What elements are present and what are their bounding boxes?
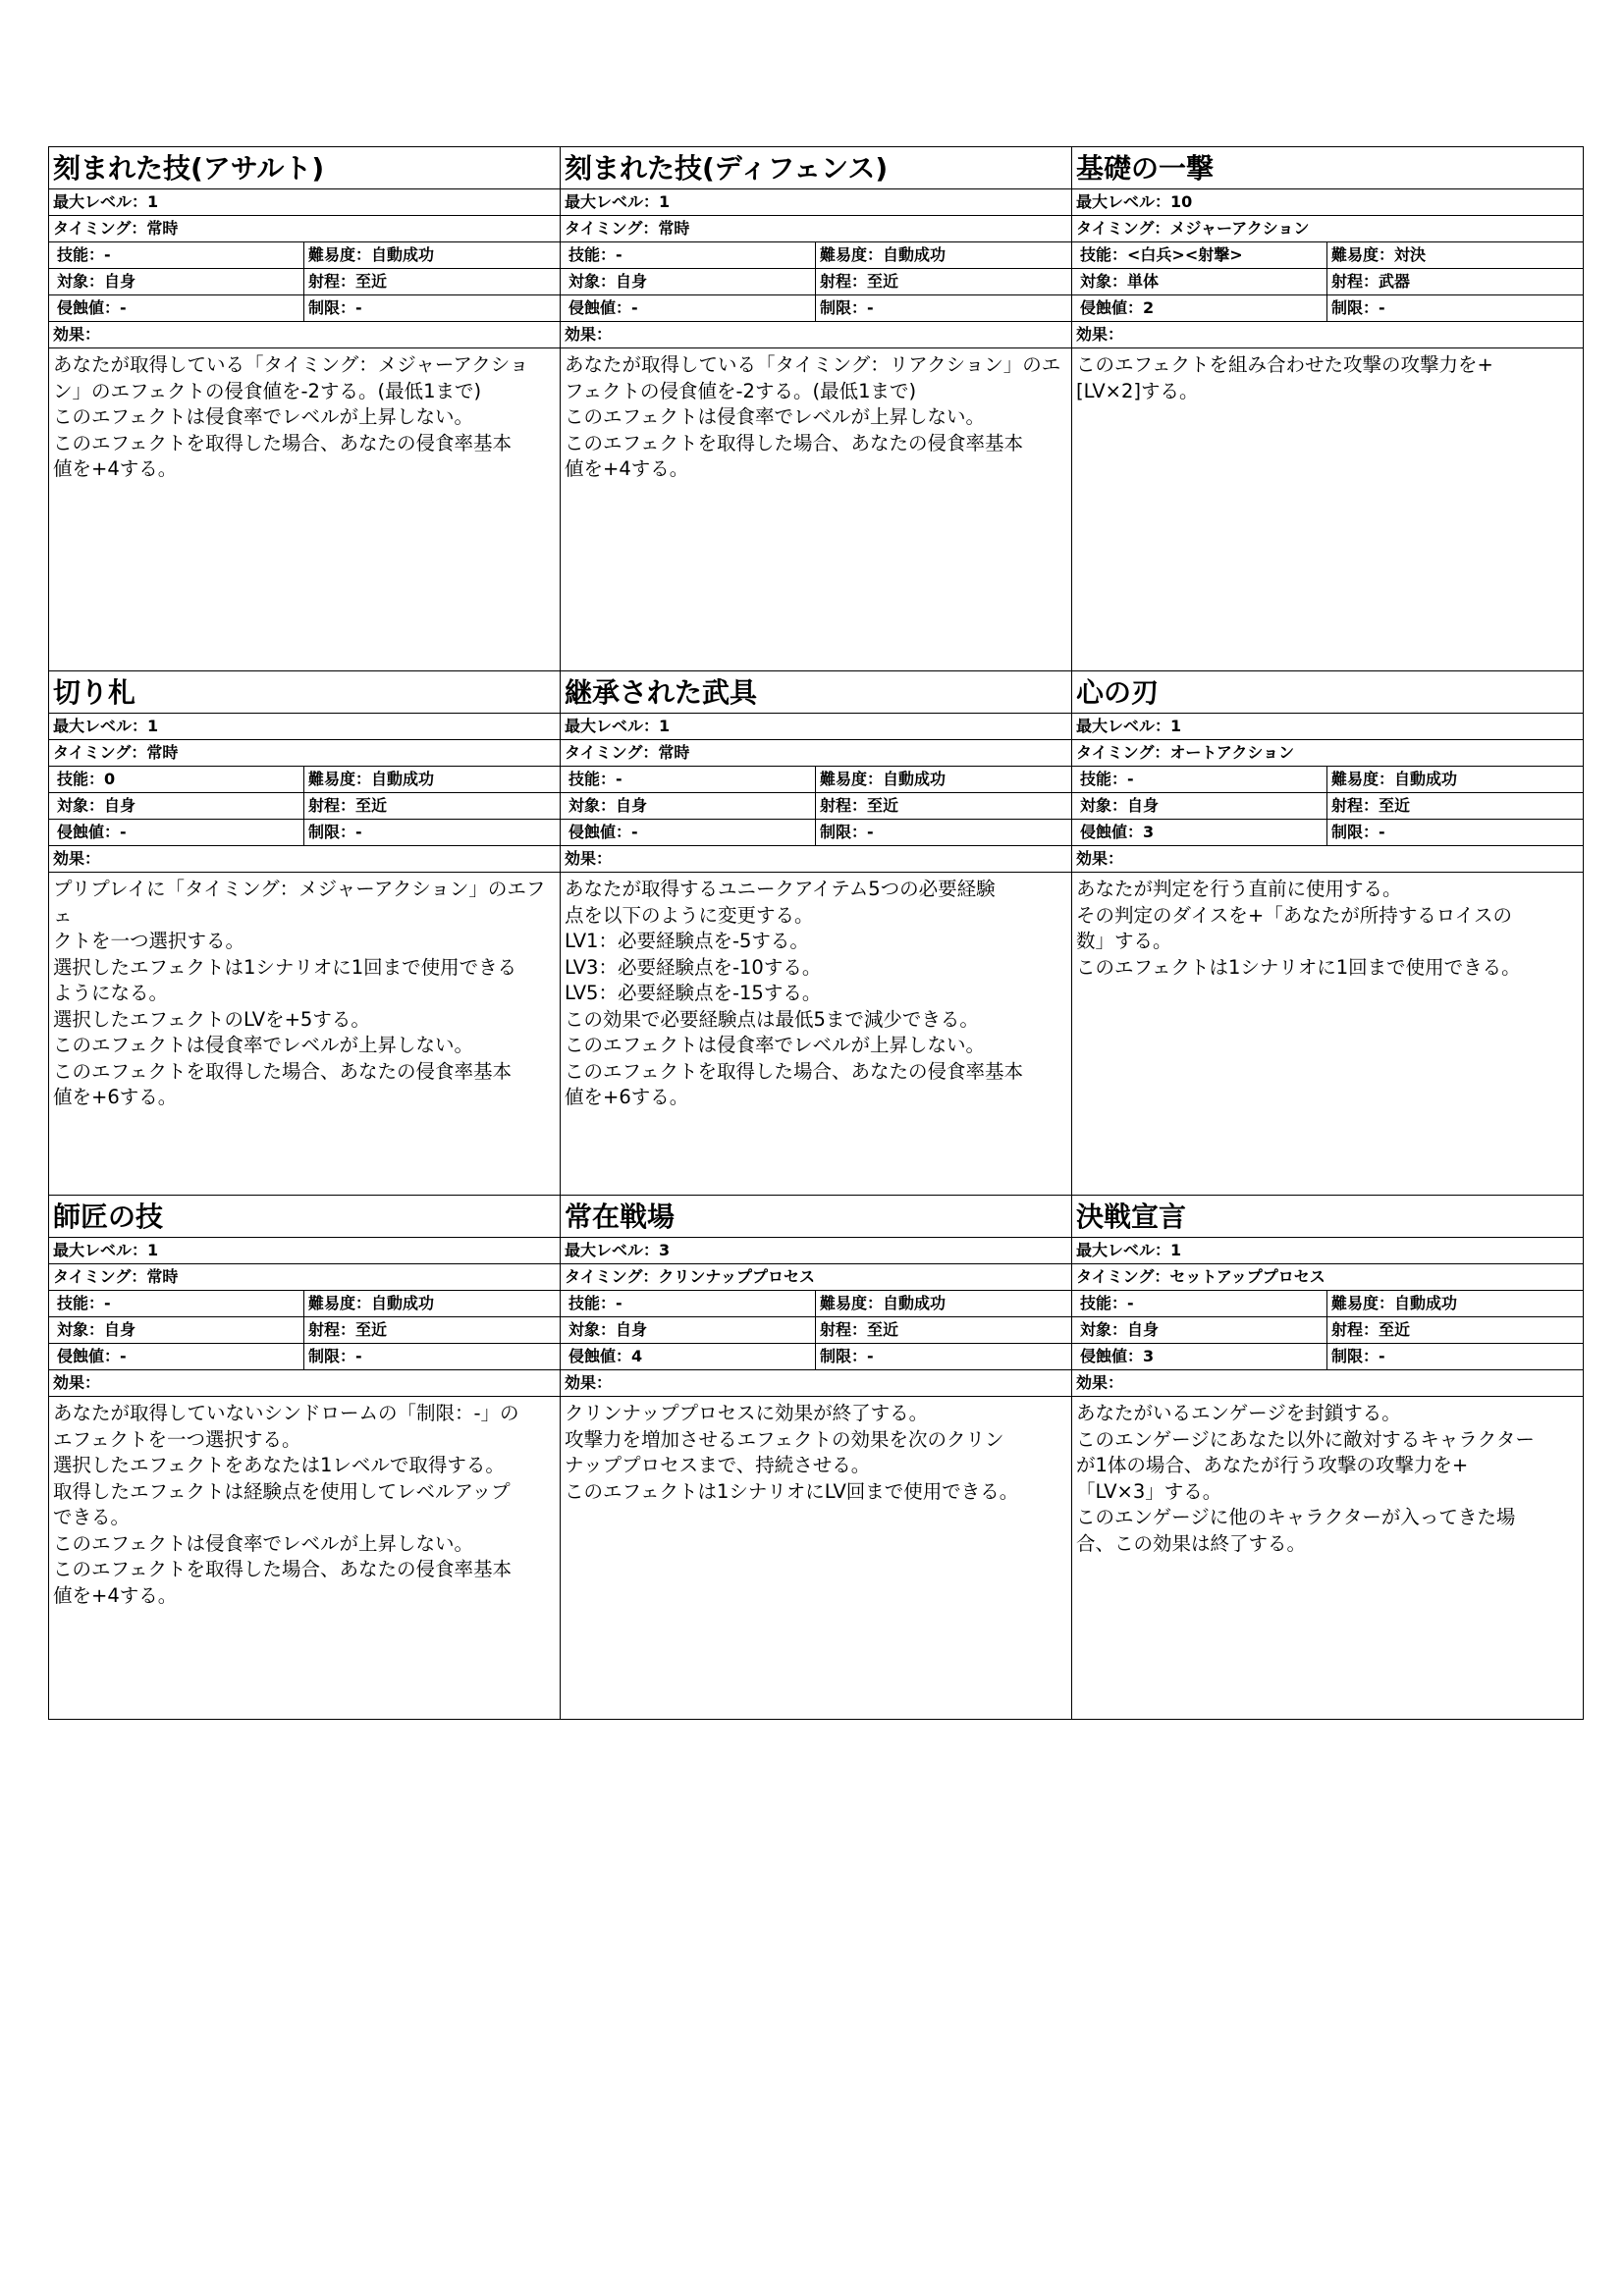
max-level-row — [561, 1238, 1071, 1264]
difficulty-label: 難易度： — [308, 245, 372, 264]
target-cell — [1076, 793, 1327, 819]
difficulty-cell — [1327, 767, 1579, 792]
timing-row — [49, 740, 560, 767]
skill-label: 技能： — [1080, 1294, 1128, 1312]
target-label: 対象： — [568, 796, 617, 815]
target-range-row — [1072, 1317, 1583, 1344]
difficulty-value: 自動成功 — [883, 1294, 947, 1312]
target-value: 自身 — [104, 1320, 136, 1339]
target-cell — [53, 793, 304, 819]
skill-label: 技能： — [568, 1294, 617, 1312]
difficulty-label: 難易度： — [1331, 770, 1395, 788]
erosion-label: 侵蝕値： — [57, 823, 121, 841]
effect-card — [1072, 671, 1584, 1196]
skill-difficulty-row — [49, 1291, 560, 1317]
erosion-cell — [1076, 295, 1327, 321]
limit-value: - — [867, 298, 874, 317]
target-label: 対象： — [57, 1320, 105, 1339]
skill-difficulty-row — [1072, 1291, 1583, 1317]
max-level-value: 1 — [1170, 717, 1182, 735]
range-label: 射程： — [820, 272, 868, 291]
target-range-row — [49, 1317, 560, 1344]
timing-row — [49, 216, 560, 242]
timing-label: タイミング： — [53, 219, 147, 238]
erosion-limit-row — [561, 295, 1071, 322]
difficulty-cell — [816, 1291, 1067, 1316]
effect-header: 効果： — [1072, 846, 1583, 873]
range-label: 射程： — [1331, 1320, 1380, 1339]
effect-name: 師匠の技 — [49, 1196, 560, 1238]
effect-card-sheet — [48, 146, 1584, 1720]
max-level-label: 最大レベル： — [53, 717, 148, 735]
skill-cell — [565, 242, 816, 268]
max-level-value: 1 — [147, 1241, 159, 1259]
timing-row — [561, 1264, 1071, 1291]
target-range-row — [561, 269, 1071, 295]
max-level-label: 最大レベル： — [565, 717, 660, 735]
target-range-row — [49, 269, 560, 295]
erosion-limit-row — [1072, 295, 1583, 322]
effect-description: クリンナッププロセスに効果が終了する。 攻撃力を増加させるエフェクトの効果を次のクリン ナッププロセスまで、持続させる。 このエフェクトは1シナリオにLV回まで使用できる。 — [565, 1402, 1019, 1503]
effect-description: あなたが取得している「タイミング：リアクション」のエ フェクトの侵食値を-2する。(最低1まで) このエフェクトは侵食率でレベルが上昇しない。 このエフェクトを取得した場合、あなたの侵食率基本 値を+4する。 — [565, 353, 1061, 480]
erosion-cell — [53, 295, 304, 321]
target-cell — [53, 1317, 304, 1343]
timing-value: 常時 — [146, 1267, 179, 1286]
timing-label: タイミング： — [565, 1267, 659, 1286]
effect-card — [49, 1196, 561, 1720]
target-cell — [565, 269, 816, 294]
effect-name: 常在戦場 — [561, 1196, 1071, 1238]
erosion-label: 侵蝕値： — [1080, 298, 1144, 317]
timing-value: 常時 — [658, 743, 690, 762]
skill-difficulty-row — [561, 1291, 1071, 1317]
max-level-row — [49, 189, 560, 216]
skill-cell — [1076, 1291, 1327, 1316]
max-level-row — [49, 1238, 560, 1264]
range-label: 射程： — [820, 796, 868, 815]
range-cell — [1327, 269, 1579, 294]
max-level-label: 最大レベル： — [1076, 1241, 1171, 1259]
range-value: 至近 — [867, 1320, 899, 1339]
target-label: 対象： — [1080, 272, 1128, 291]
erosion-label: 侵蝕値： — [568, 823, 632, 841]
effect-name: 刻まれた技(ディフェンス) — [561, 147, 1071, 189]
limit-label: 制限： — [308, 823, 356, 841]
erosion-label: 侵蝕値： — [1080, 1347, 1144, 1365]
range-value: 武器 — [1379, 272, 1411, 291]
skill-difficulty-row — [49, 242, 560, 269]
target-value: 自身 — [104, 796, 136, 815]
timing-row — [1072, 1264, 1583, 1291]
target-range-row — [1072, 269, 1583, 295]
range-value: 至近 — [1379, 796, 1411, 815]
max-level-value: 10 — [1170, 192, 1193, 211]
limit-value: - — [1379, 823, 1385, 841]
timing-value: 常時 — [146, 743, 179, 762]
skill-value: - — [1127, 1294, 1134, 1312]
max-level-value: 1 — [147, 192, 159, 211]
max-level-row — [1072, 189, 1583, 216]
skill-cell — [565, 767, 816, 792]
range-cell — [816, 793, 1067, 819]
erosion-label: 侵蝕値： — [568, 1347, 632, 1365]
skill-cell — [1076, 242, 1327, 268]
timing-label: タイミング： — [565, 743, 659, 762]
effect-card — [1072, 1196, 1584, 1720]
timing-value: 常時 — [146, 219, 179, 238]
max-level-value: 1 — [1170, 1241, 1182, 1259]
target-label: 対象： — [1080, 796, 1128, 815]
target-value: 単体 — [1127, 272, 1160, 291]
timing-label: タイミング： — [1076, 743, 1170, 762]
range-value: 至近 — [355, 272, 388, 291]
skill-value: - — [616, 1294, 622, 1312]
skill-value: - — [104, 1294, 111, 1312]
max-level-label: 最大レベル： — [565, 1241, 660, 1259]
target-cell — [565, 793, 816, 819]
erosion-value: 3 — [1143, 823, 1155, 841]
timing-label: タイミング： — [53, 1267, 147, 1286]
timing-label: タイミング： — [53, 743, 147, 762]
max-level-value: 1 — [659, 717, 671, 735]
difficulty-value: 自動成功 — [371, 770, 435, 788]
effect-description: あなたが取得している「タイミング：メジャーアクショ ン」のエフェクトの侵食値を-2する。(最低1まで) このエフェクトは侵食率でレベルが上昇しない。 このエフェクトを取得した場合、あなたの侵食率基本 値を+4する。 — [53, 353, 529, 480]
limit-cell — [1327, 820, 1579, 845]
difficulty-label: 難易度： — [820, 770, 884, 788]
erosion-cell — [53, 820, 304, 845]
erosion-cell — [1076, 1344, 1327, 1369]
range-value: 至近 — [1379, 1320, 1411, 1339]
skill-cell — [53, 1291, 304, 1316]
target-range-row — [49, 793, 560, 820]
skill-value: - — [1127, 770, 1134, 788]
erosion-value: - — [631, 298, 638, 317]
erosion-limit-row — [561, 1344, 1071, 1370]
range-value: 至近 — [867, 796, 899, 815]
limit-label: 制限： — [820, 1347, 868, 1365]
max-level-row — [561, 189, 1071, 216]
limit-label: 制限： — [1331, 823, 1380, 841]
limit-value: - — [355, 1347, 362, 1365]
range-label: 射程： — [1331, 272, 1380, 291]
effect-header: 効果： — [1072, 1370, 1583, 1397]
skill-label: 技能： — [57, 770, 105, 788]
timing-row — [1072, 740, 1583, 767]
effect-card — [49, 147, 561, 671]
target-cell — [1076, 269, 1327, 294]
target-range-row — [561, 793, 1071, 820]
skill-value: - — [616, 245, 622, 264]
effect-header: 効果： — [561, 322, 1071, 348]
difficulty-label: 難易度： — [1331, 245, 1395, 264]
limit-cell — [304, 1344, 556, 1369]
range-label: 射程： — [1331, 796, 1380, 815]
skill-value: <白兵><射撃> — [1127, 245, 1243, 264]
effect-card — [561, 671, 1072, 1196]
effect-name: 刻まれた技(アサルト) — [49, 147, 560, 189]
timing-row — [561, 740, 1071, 767]
limit-label: 制限： — [1331, 298, 1380, 317]
skill-value: - — [616, 770, 622, 788]
skill-difficulty-row — [561, 767, 1071, 793]
erosion-label: 侵蝕値： — [568, 298, 632, 317]
range-cell — [816, 269, 1067, 294]
effect-name: 基礎の一撃 — [1072, 147, 1583, 189]
erosion-limit-row — [49, 1344, 560, 1370]
timing-value: セットアッププロセス — [1169, 1267, 1325, 1286]
range-cell — [816, 1317, 1067, 1343]
range-cell — [304, 269, 556, 294]
effect-header: 効果： — [49, 322, 560, 348]
effect-card — [49, 671, 561, 1196]
target-label: 対象： — [568, 1320, 617, 1339]
difficulty-cell — [816, 767, 1067, 792]
max-level-row — [1072, 714, 1583, 740]
target-value: 自身 — [1127, 796, 1160, 815]
timing-value: 常時 — [658, 219, 690, 238]
difficulty-value: 自動成功 — [1394, 1294, 1458, 1312]
target-label: 対象： — [1080, 1320, 1128, 1339]
timing-label: タイミング： — [1076, 1267, 1170, 1286]
limit-cell — [1327, 295, 1579, 321]
skill-label: 技能： — [57, 245, 105, 264]
difficulty-label: 難易度： — [820, 1294, 884, 1312]
skill-difficulty-row — [1072, 767, 1583, 793]
skill-cell — [53, 767, 304, 792]
effect-description: このエフェクトを組み合わせた攻撃の攻撃力を+ [LV×2]する。 — [1076, 353, 1493, 402]
timing-row — [561, 216, 1071, 242]
effect-header: 効果： — [49, 1370, 560, 1397]
erosion-limit-row — [561, 820, 1071, 846]
difficulty-value: 自動成功 — [1394, 770, 1458, 788]
erosion-cell — [53, 1344, 304, 1369]
skill-difficulty-row — [49, 767, 560, 793]
difficulty-cell — [304, 1291, 556, 1316]
difficulty-cell — [304, 767, 556, 792]
difficulty-cell — [1327, 242, 1579, 268]
effect-header: 効果： — [49, 846, 560, 873]
target-value: 自身 — [616, 1320, 648, 1339]
erosion-cell — [565, 1344, 816, 1369]
skill-label: 技能： — [1080, 245, 1128, 264]
skill-value: 0 — [104, 770, 116, 788]
skill-label: 技能： — [57, 1294, 105, 1312]
limit-value: - — [355, 823, 362, 841]
limit-value: - — [355, 298, 362, 317]
effect-header: 効果： — [1072, 322, 1583, 348]
difficulty-label: 難易度： — [820, 245, 884, 264]
limit-value: - — [1379, 1347, 1385, 1365]
effect-header: 効果： — [561, 846, 1071, 873]
difficulty-cell — [816, 242, 1067, 268]
limit-cell — [1327, 1344, 1579, 1369]
skill-cell — [53, 242, 304, 268]
max-level-label: 最大レベル： — [53, 1241, 148, 1259]
range-value: 至近 — [355, 796, 388, 815]
range-cell — [1327, 793, 1579, 819]
effect-name: 切り札 — [49, 671, 560, 714]
range-label: 射程： — [308, 1320, 356, 1339]
skill-label: 技能： — [568, 770, 617, 788]
limit-label: 制限： — [820, 298, 868, 317]
target-cell — [53, 269, 304, 294]
difficulty-cell — [304, 242, 556, 268]
effect-name: 継承された武具 — [561, 671, 1071, 714]
limit-cell — [816, 1344, 1067, 1369]
target-value: 自身 — [616, 796, 648, 815]
limit-value: - — [1379, 298, 1385, 317]
target-label: 対象： — [57, 796, 105, 815]
max-level-row — [1072, 1238, 1583, 1264]
limit-label: 制限： — [820, 823, 868, 841]
effect-card — [561, 1196, 1072, 1720]
limit-value: - — [867, 1347, 874, 1365]
max-level-value: 1 — [659, 192, 671, 211]
skill-cell — [1076, 767, 1327, 792]
erosion-value: 2 — [1143, 298, 1155, 317]
skill-label: 技能： — [568, 245, 617, 264]
timing-label: タイミング： — [565, 219, 659, 238]
erosion-cell — [565, 820, 816, 845]
max-level-label: 最大レベル： — [1076, 717, 1171, 735]
limit-cell — [816, 820, 1067, 845]
erosion-label: 侵蝕値： — [57, 1347, 121, 1365]
target-label: 対象： — [57, 272, 105, 291]
target-cell — [1076, 1317, 1327, 1343]
range-label: 射程： — [308, 796, 356, 815]
difficulty-value: 自動成功 — [371, 245, 435, 264]
effect-description: あなたが取得するユニークアイテム5つの必要経験 点を以下のように変更する。 LV1：必要経験点を-5する。 LV3：必要経験点を-10する。 LV5：必要経験点を-15する。 この効果で必要経験点は最低5まで減少できる。 このエフェクトは侵食率でレベルが上昇しない。 このエフェクトを取得した場合、あなたの侵食率基本 値を+6する。 — [565, 878, 1024, 1108]
effect-description: プリプレイに「タイミング：メジャーアクション」のエフェ クトを一つ選択する。 選択したエフェクトは1シナリオに1回まで使用できる ようになる。 選択したエフェクトのLVを+5する。 このエフェクトは侵食率でレベルが上昇しない。 このエフェクトを取得した場合、あなたの侵食率基本 値を+6する。 — [53, 878, 546, 1108]
erosion-value: 4 — [631, 1347, 643, 1365]
erosion-cell — [565, 295, 816, 321]
erosion-label: 侵蝕値： — [57, 298, 121, 317]
effect-description: あなたがいるエンゲージを封鎖する。 このエンゲージにあなた以外に敵対するキャラクター が1体の場合、あなたが行う攻撃の攻撃力を+ 「LV×3」する。 このエンゲージに他のキャラクターが入ってきた場 合、この効果は終了する。 — [1076, 1402, 1535, 1555]
range-cell — [304, 1317, 556, 1343]
timing-row — [49, 1264, 560, 1291]
erosion-limit-row — [49, 820, 560, 846]
skill-cell — [565, 1291, 816, 1316]
target-range-row — [1072, 793, 1583, 820]
difficulty-label: 難易度： — [308, 1294, 372, 1312]
range-cell — [304, 793, 556, 819]
erosion-limit-row — [1072, 820, 1583, 846]
target-value: 自身 — [104, 272, 136, 291]
target-label: 対象： — [568, 272, 617, 291]
limit-label: 制限： — [1331, 1347, 1380, 1365]
limit-cell — [816, 295, 1067, 321]
erosion-value: - — [631, 823, 638, 841]
timing-value: オートアクション — [1169, 743, 1295, 762]
difficulty-label: 難易度： — [308, 770, 372, 788]
erosion-cell — [1076, 820, 1327, 845]
erosion-limit-row — [1072, 1344, 1583, 1370]
difficulty-label: 難易度： — [1331, 1294, 1395, 1312]
range-value: 至近 — [355, 1320, 388, 1339]
effect-description: あなたが判定を行う直前に使用する。 その判定のダイスを+「あなたが所持するロイスの 数」する。 このエフェクトは1シナリオに1回まで使用できる。 — [1076, 878, 1521, 979]
max-level-label: 最大レベル： — [565, 192, 660, 211]
difficulty-value: 自動成功 — [371, 1294, 435, 1312]
difficulty-value: 自動成功 — [883, 245, 947, 264]
range-value: 至近 — [867, 272, 899, 291]
limit-cell — [304, 295, 556, 321]
range-cell — [1327, 1317, 1579, 1343]
range-label: 射程： — [820, 1320, 868, 1339]
timing-value: クリンナッププロセス — [658, 1267, 816, 1286]
timing-label: タイミング： — [1076, 219, 1170, 238]
timing-row — [1072, 216, 1583, 242]
limit-label: 制限： — [308, 298, 356, 317]
skill-difficulty-row — [1072, 242, 1583, 269]
effect-card — [561, 147, 1072, 671]
effect-description: あなたが取得していないシンドロームの「制限：-」の エフェクトを一つ選択する。 選択したエフェクトをあなたは1レベルで取得する。 取得したエフェクトは経験点を使用してレベルアップ できる。 このエフェクトは侵食率でレベルが上昇しない。 このエフェクトを取得した場合、あなたの侵食率基本 値を+4する。 — [53, 1402, 519, 1607]
skill-label: 技能： — [1080, 770, 1128, 788]
max-level-label: 最大レベル： — [53, 192, 148, 211]
max-level-row — [49, 714, 560, 740]
limit-cell — [304, 820, 556, 845]
skill-value: - — [104, 245, 111, 264]
erosion-value: 3 — [1143, 1347, 1155, 1365]
target-range-row — [561, 1317, 1071, 1344]
max-level-value: 3 — [659, 1241, 671, 1259]
limit-label: 制限： — [308, 1347, 356, 1365]
erosion-value: - — [120, 1347, 127, 1365]
range-label: 射程： — [308, 272, 356, 291]
target-cell — [565, 1317, 816, 1343]
effect-name: 心の刃 — [1072, 671, 1583, 714]
erosion-label: 侵蝕値： — [1080, 823, 1144, 841]
max-level-label: 最大レベル： — [1076, 192, 1171, 211]
skill-difficulty-row — [561, 242, 1071, 269]
erosion-value: - — [120, 298, 127, 317]
timing-value: メジャーアクション — [1169, 219, 1310, 238]
effect-name: 決戦宣言 — [1072, 1196, 1583, 1238]
limit-value: - — [867, 823, 874, 841]
max-level-value: 1 — [147, 717, 159, 735]
difficulty-value: 自動成功 — [883, 770, 947, 788]
target-value: 自身 — [616, 272, 648, 291]
erosion-value: - — [120, 823, 127, 841]
target-value: 自身 — [1127, 1320, 1160, 1339]
effect-card — [1072, 147, 1584, 671]
erosion-limit-row — [49, 295, 560, 322]
effect-header: 効果： — [561, 1370, 1071, 1397]
difficulty-cell — [1327, 1291, 1579, 1316]
difficulty-value: 対決 — [1394, 245, 1427, 264]
max-level-row — [561, 714, 1071, 740]
